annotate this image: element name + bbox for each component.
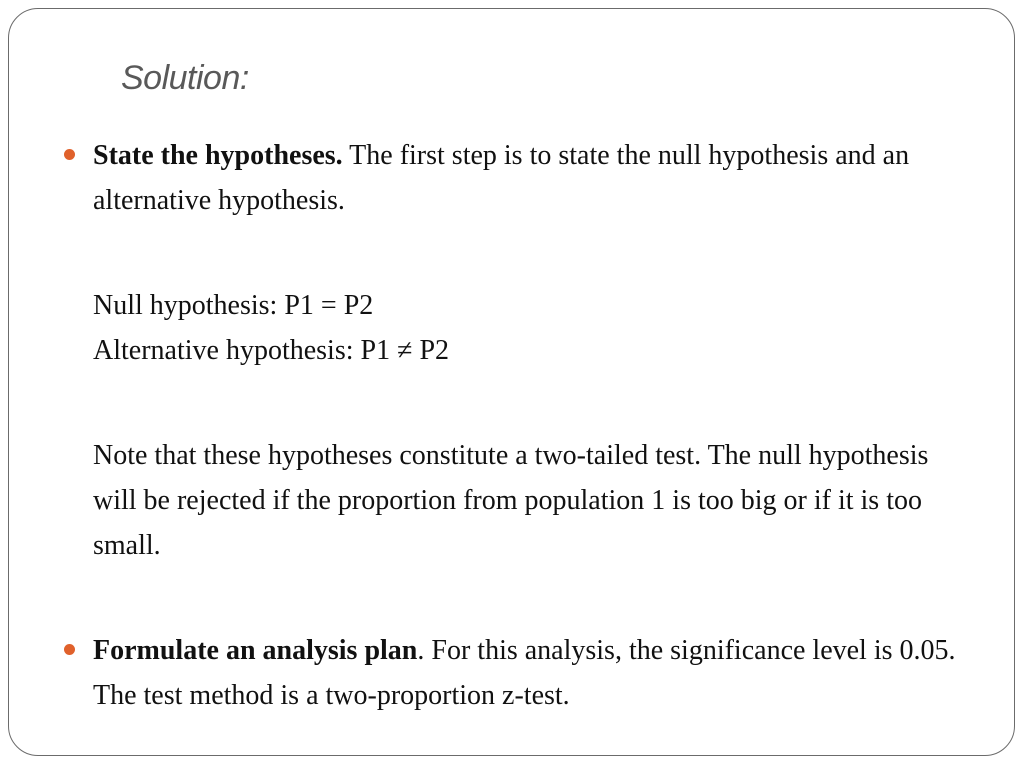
bullet-text: . For this analysis, the significance level is 0.05. The test method is a two-proportion z-test. [93, 635, 956, 711]
slide-content [93, 133, 973, 718]
slide-frame [8, 8, 1015, 756]
bullet-state-hypotheses [93, 133, 973, 223]
bullet-dot-icon [64, 149, 75, 160]
bullet-text: The first step is to state the null hypothesis and an alternative hypothesis. [93, 140, 910, 216]
alternative-hypothesis: Alternative hypothesis: P1 ≠ P2 [93, 335, 450, 366]
bullet-dot-icon [64, 644, 75, 655]
bullet-heading: Formulate an analysis plan [93, 635, 418, 666]
bullet-heading: State the hypotheses. [93, 140, 343, 171]
hypotheses-block [93, 283, 973, 373]
note-paragraph: Note that these hypotheses constitute a two-tailed test. The null hypothesis will be rejected if the proportion from population 1 is too big or if it is too small. [93, 440, 929, 561]
slide-title: Solution: [121, 59, 249, 97]
bullet-analysis-plan [93, 628, 973, 718]
null-hypothesis: Null hypothesis: P1 = P2 [93, 290, 374, 321]
